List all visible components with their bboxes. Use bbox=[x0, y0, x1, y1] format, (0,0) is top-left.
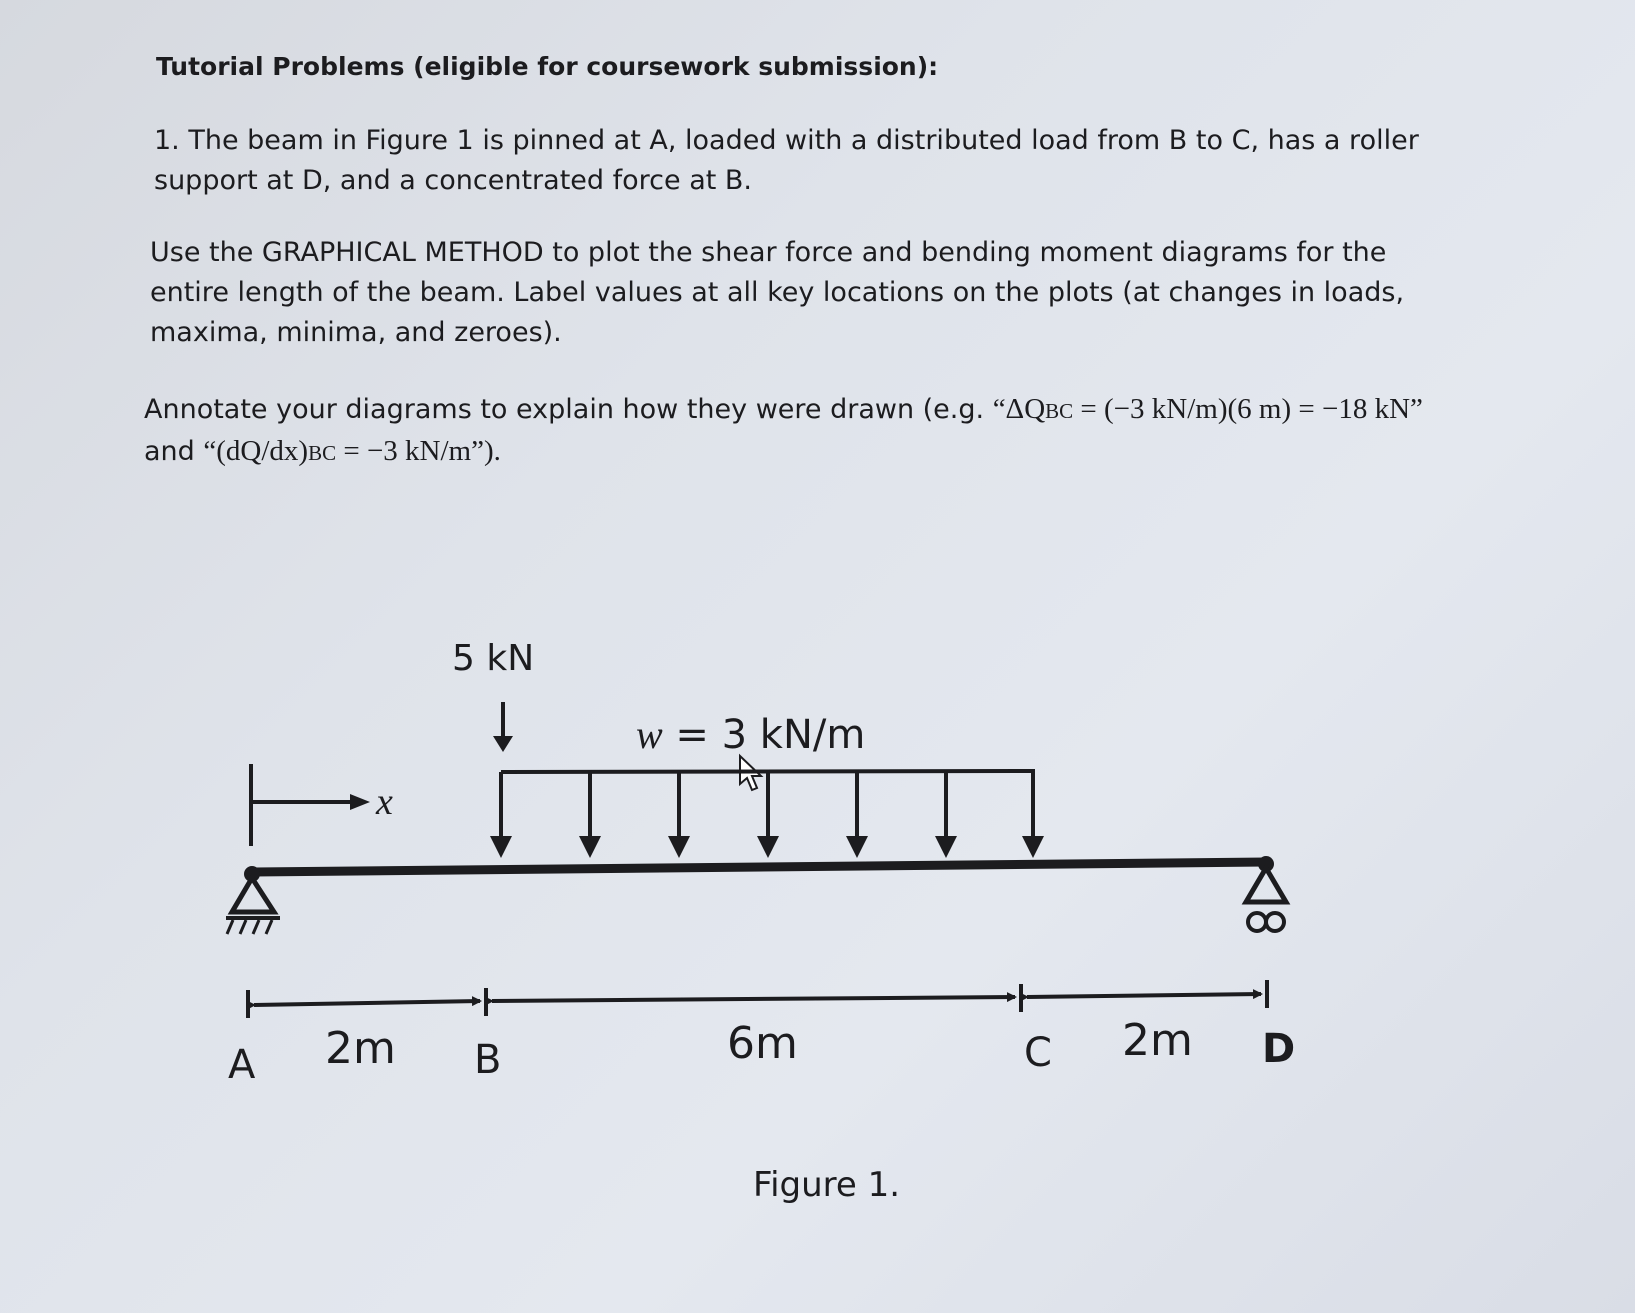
distributed-load-arrowhead bbox=[1022, 836, 1044, 858]
dim-arrow-cd bbox=[1027, 994, 1261, 997]
dim-arrow-bc bbox=[492, 997, 1015, 1001]
problem-number: 1. bbox=[154, 125, 180, 156]
point-label-b: B bbox=[474, 1037, 502, 1083]
annotate-lead: Annotate your diagrams to explain how they were drawn (e.g. bbox=[144, 394, 993, 425]
distributed-load-arrowhead bbox=[668, 836, 690, 858]
dim-arrow-ab bbox=[254, 1001, 480, 1005]
distributed-load-arrowhead bbox=[757, 836, 779, 858]
x-axis-arrowhead bbox=[350, 794, 370, 810]
dim-label-cd: 2m bbox=[1122, 1015, 1193, 1066]
roller-support-d bbox=[1246, 856, 1286, 931]
page-title: Tutorial Problems (eligible for coursework submission): bbox=[156, 52, 939, 81]
dim-label-bc: 6m bbox=[727, 1018, 798, 1069]
roller-d-wheel-left bbox=[1248, 913, 1266, 931]
distributed-load-arrowhead bbox=[846, 836, 868, 858]
distributed-load-arrows bbox=[490, 772, 1044, 858]
figure-caption: Figure 1. bbox=[753, 1165, 901, 1205]
point-label-a: A bbox=[228, 1042, 256, 1088]
dim-label-ab: 2m bbox=[325, 1023, 396, 1074]
eq2-subscript: BC bbox=[308, 441, 337, 465]
x-axis-label: x bbox=[376, 781, 393, 823]
distributed-load-arrowhead bbox=[935, 836, 957, 858]
eq2-open: “(dQ/dx) bbox=[203, 435, 309, 467]
point-label-d: D bbox=[1262, 1026, 1296, 1072]
w-variable: w bbox=[636, 712, 663, 757]
eq1-rest: = (−3 kN/m)(6 m) = −18 kN” bbox=[1073, 393, 1423, 425]
w-value: = 3 kN/m bbox=[662, 712, 866, 758]
eq1-open: “ΔQ bbox=[992, 393, 1046, 425]
point-label-c: C bbox=[1024, 1030, 1052, 1076]
distributed-load-label bbox=[636, 712, 865, 758]
point-load-arrowhead bbox=[493, 736, 513, 752]
problem-text: The beam in Figure 1 is pinned at A, loaded with a distributed load from B to C, has a roller support at D, and a concentrated force at B. bbox=[154, 125, 1419, 196]
annotate-end: ). bbox=[483, 435, 501, 467]
annotate-mid: and bbox=[144, 436, 204, 467]
dimension-lines bbox=[248, 980, 1267, 1018]
eq2-rest: = −3 kN/m” bbox=[336, 435, 484, 467]
eq1-subscript: BC bbox=[1045, 399, 1074, 423]
roller-d-wheel-right bbox=[1266, 913, 1284, 931]
distributed-load-arrowhead bbox=[579, 836, 601, 858]
beam bbox=[252, 862, 1266, 872]
distributed-load-top-line bbox=[501, 771, 1035, 772]
distributed-load bbox=[490, 771, 1044, 858]
distributed-load-arrowhead bbox=[490, 836, 512, 858]
instruction-text: Use the GRAPHICAL METHOD to plot the shear force and bending moment diagrams for the entire length of the beam. Label values at all key locations on the plots (at changes in loads, maxima, minima, and zeroes). bbox=[150, 237, 1405, 348]
roller-d-triangle bbox=[1246, 868, 1286, 902]
point-load-label: 5 kN bbox=[452, 638, 535, 679]
pin-a-triangle bbox=[232, 878, 274, 912]
